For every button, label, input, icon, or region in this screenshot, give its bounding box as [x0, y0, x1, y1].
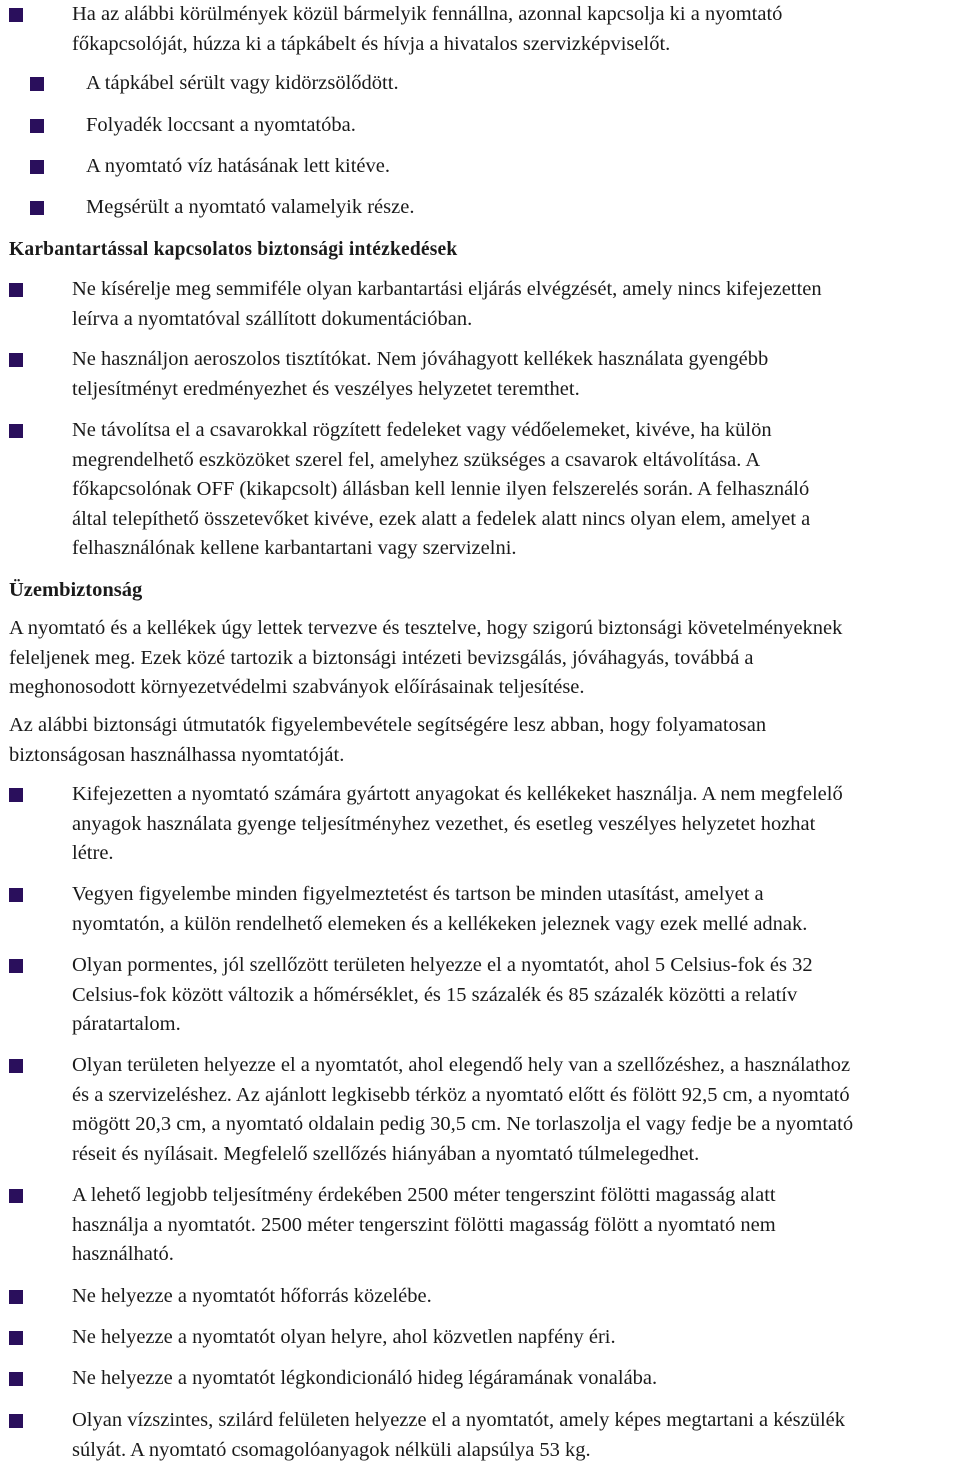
- text-line: használható.: [72, 1243, 174, 1265]
- maintenance-item: [72, 275, 960, 334]
- bullet-marker: [30, 119, 44, 133]
- bullet-marker: [30, 201, 44, 215]
- text-line: Vegyen figyelembe minden figyelmeztetést és tartson be minden utasítást, amelyet a: [72, 883, 764, 905]
- text-line: anyagok használata gyenge teljesítményhez vezethet, és esetleg veszélyes helyzetet hozhat: [72, 812, 816, 835]
- text-line: leírva a nyomtatóval szállított dokumentációban.: [72, 307, 473, 330]
- bullet-marker: [30, 77, 44, 91]
- text-line: Olyan vízszintes, szilárd felületen helyezze el a nyomtatót, amely képes megtartani a készülék: [72, 1409, 845, 1431]
- text-line: teljesítményt eredményezhet és veszélyes helyzetet teremthet.: [72, 377, 580, 400]
- sub-item: A tápkábel sérült vagy kidörzsölődött.: [86, 72, 399, 94]
- operational-item: [72, 1364, 960, 1394]
- operational-item: [72, 780, 960, 869]
- sub-item: Folyadék loccsant a nyomtatóba.: [86, 114, 356, 136]
- operational-item: [72, 951, 960, 1040]
- text-line: felhasználónak kellene karbantartani vagy szervizelni.: [72, 537, 517, 559]
- bullet-marker: [9, 1331, 23, 1345]
- text-line: Ne helyezze a nyomtatót légkondicionáló hideg légáramának vonalába.: [72, 1367, 658, 1389]
- operational-item: [72, 1406, 960, 1465]
- bullet-marker: [9, 283, 23, 297]
- text-line: Ne használjon aeroszolos tisztítókat. Nem jóváhagyott kellékek használata gyengébb: [72, 348, 769, 370]
- bullet-marker: [9, 959, 23, 973]
- text-line: Ne helyezze a nyomtatót olyan helyre, ahol közvetlen napfény éri.: [72, 1326, 616, 1348]
- maintenance-heading: Karbantartással kapcsolatos biztonsági intézkedések: [9, 239, 458, 260]
- sub-item: Megsérült a nyomtató valamelyik része.: [86, 196, 415, 218]
- bullet-marker: [30, 160, 44, 174]
- operational-heading: Üzembiztonság: [9, 579, 143, 601]
- bullet-marker: [9, 1290, 23, 1304]
- text-line: feleljenek meg. Ezek közé tartozik a biztonsági intézeti bevizsgálás, jóváhagyás, továbbá a: [9, 646, 754, 669]
- text-line: Olyan pormentes, jól szellőzött területen helyezze el a nyomtatót, ahol 5 Celsius-fok és 32: [72, 954, 813, 976]
- text-line: Ne helyezze a nyomtatót hőforrás közelébe.: [72, 1285, 432, 1307]
- text-line: Kifejezetten a nyomtató számára gyártott anyagokat és kellékeket használja. A nem megfelelő: [72, 783, 843, 805]
- bullet-marker: [9, 1414, 23, 1428]
- text-line: főkapcsolónak OFF (kikapcsolt) állásban kell lennie ilyen felszerelés során. A felhasználó: [72, 478, 810, 500]
- text-line: Celsius-fok között változik a hőmérséklet, és 15 százalék és 85 százalék közötti a relatív: [72, 983, 798, 1006]
- text-line: páratartalom.: [72, 1013, 181, 1035]
- text-line: és a szervizeléshez. Az ajánlott legkisebb térköz a nyomtató előtt és fölött 92,5 cm, a nyomtató: [72, 1083, 850, 1106]
- text-line: főkapcsolóját, húzza ki a tápkábelt és hívja a hivatalos szervizképviselőt.: [72, 32, 671, 55]
- text-line: súlyát. A nyomtató csomagolóanyagok nélküli alapsúlya 53 kg.: [72, 1438, 591, 1461]
- bullet-marker: [9, 353, 23, 367]
- sub-item: A nyomtató víz hatásának lett kitéve.: [86, 155, 390, 177]
- operational-item: [72, 1282, 960, 1312]
- maintenance-item: [72, 416, 960, 564]
- bullet-marker: [9, 888, 23, 902]
- text-line: meghonosodott környezetvédelmi szabványok előírásainak teljesítése.: [9, 676, 585, 698]
- text-line: A lehető legjobb teljesítmény érdekében 2500 méter tengerszint fölötti magasság alatt: [72, 1184, 776, 1206]
- operational-item: [72, 880, 960, 939]
- intro-text: [72, 0, 960, 59]
- bullet-marker: [9, 1189, 23, 1203]
- text-line: Az alábbi biztonsági útmutatók figyelembevétele segítségére lesz abban, hogy folyamatosan: [9, 714, 767, 736]
- operational-item: [72, 1323, 960, 1353]
- text-line: mögött 20,3 cm, a nyomtató oldalain pedig 30,5 cm. Ne torlaszolja el vagy fedje be a nyomtató: [72, 1113, 854, 1135]
- bullet-marker: [9, 424, 23, 438]
- text-line: Ne távolítsa el a csavarokkal rögzített fedeleket vagy védőelemeket, kivéve, ha külön: [72, 419, 772, 441]
- bullet-marker: [9, 1059, 23, 1073]
- text-line: A nyomtató és a kellékek úgy lettek tervezve és tesztelve, hogy szigorú biztonsági követelményeknek: [9, 617, 843, 639]
- text-line: megrendelhető eszközöket szerel fel, amelyhez szükséges a csavarok eltávolítása. A: [72, 448, 761, 471]
- bullet-marker: [9, 1372, 23, 1386]
- text-line: Ha az alábbi körülmények közül bármelyik fennállna, azonnal kapcsolja ki a nyomtató: [72, 3, 783, 25]
- bullet-marker: [9, 788, 23, 802]
- text-line: biztonságosan használhassa nyomtatóját.: [9, 743, 345, 766]
- text-line: réseit és nyílásait. Megfelelő szellőzés hiányában a nyomtató túlmelegedhet.: [72, 1142, 700, 1165]
- guidance-paragraph: [9, 711, 960, 770]
- text-line: létre.: [72, 842, 114, 864]
- text-line: használja a nyomtatót. 2500 méter tengerszint fölötti magasság fölött a nyomtató nem: [72, 1213, 776, 1236]
- text-line: által telepíthető összetevőket kivéve, ezek alatt a fedelek alatt nincs olyan elem, amelyet a: [72, 507, 811, 530]
- bullet-marker: [9, 8, 23, 22]
- maintenance-item: [72, 345, 960, 404]
- operational-item: [72, 1051, 960, 1169]
- text-line: Olyan területen helyezze el a nyomtatót, ahol elegendő hely van a szellőzéshez, a használathoz: [72, 1054, 851, 1076]
- intro-paragraph: [9, 614, 960, 703]
- operational-item: [72, 1181, 960, 1270]
- text-line: Ne kísérelje meg semmiféle olyan karbantartási eljárás elvégzését, amely nincs kifejezetten: [72, 278, 822, 300]
- text-line: nyomtatón, a külön rendelhető elemeken és a kellékeken jeleznek vagy ezek mellé adnak.: [72, 912, 808, 935]
